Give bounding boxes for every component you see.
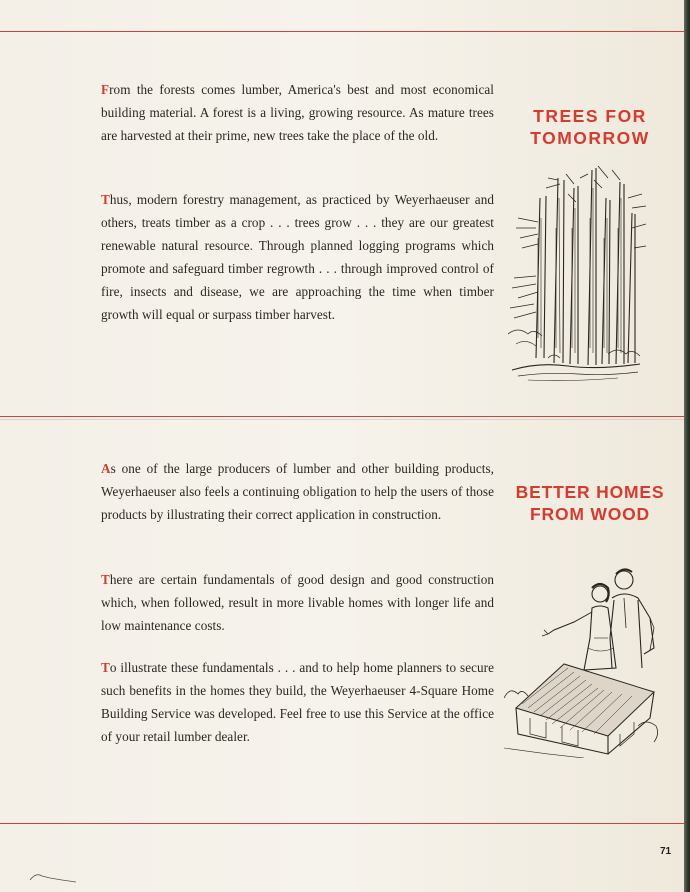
heading-line: TOMORROW xyxy=(530,128,650,148)
dropcap: A xyxy=(101,461,111,476)
section1-paragraph-2 xyxy=(101,188,494,326)
page-number: 71 xyxy=(660,846,672,857)
section1-paragraph-1 xyxy=(101,78,494,147)
dropcap: T xyxy=(101,572,110,587)
corner-smudge xyxy=(28,866,88,886)
forest-illustration xyxy=(508,158,648,388)
bottom-rule xyxy=(0,823,684,824)
section2-paragraph-3 xyxy=(101,656,494,748)
section1-heading xyxy=(505,105,675,149)
couple-house-illustration xyxy=(504,558,664,758)
dropcap: T xyxy=(101,192,110,207)
heading-line: FROM WOOD xyxy=(530,504,650,524)
book-spine xyxy=(684,0,690,892)
paragraph-text: here are certain fundamentals of good design and good construction which, when followed, result in more livable homes with longer life and low maintenance costs. xyxy=(101,572,494,633)
dropcap: T xyxy=(101,660,110,675)
section2-paragraph-2 xyxy=(101,568,494,637)
paragraph-text: o illustrate these fundamentals . . . and to help home planners to secure such benefits in the homes they build, the Weyerhaeuser 4-Square Home Building Service was developed. Feel free to use this Service at the office of your retail lumber dealer. xyxy=(101,660,494,744)
paragraph-text: hus, modern forestry management, as practiced by Weyerhaeuser and others, treats timber as a crop . . . trees grow . . . they are our greatest renewable natural resource. Through planned logging programs which promote and safeguard timber regrowth . . . through improved control of fire, insects and disease, we are approaching the time when timber growth will equal or surpass timber harvest. xyxy=(101,192,494,322)
middle-rule xyxy=(0,416,684,417)
section2-paragraph-1 xyxy=(101,457,494,526)
top-rule xyxy=(0,31,684,32)
heading-line: TREES FOR xyxy=(533,106,647,126)
dropcap: F xyxy=(101,82,110,97)
middle-rule-faint xyxy=(0,419,684,420)
heading-line: BETTER HOMES xyxy=(515,482,665,502)
paragraph-text: s one of the large producers of lumber and other building products, Weyerhaeuser also feels a continuing obligation to help the users of those products by illustrating their correct application in construction. xyxy=(101,461,494,522)
section2-heading xyxy=(505,481,675,525)
paragraph-text: rom the forests comes lumber, America's best and most economical building material. A forest is a living, growing resource. As mature trees are harvested at their prime, new trees take the place of the old. xyxy=(101,82,494,143)
